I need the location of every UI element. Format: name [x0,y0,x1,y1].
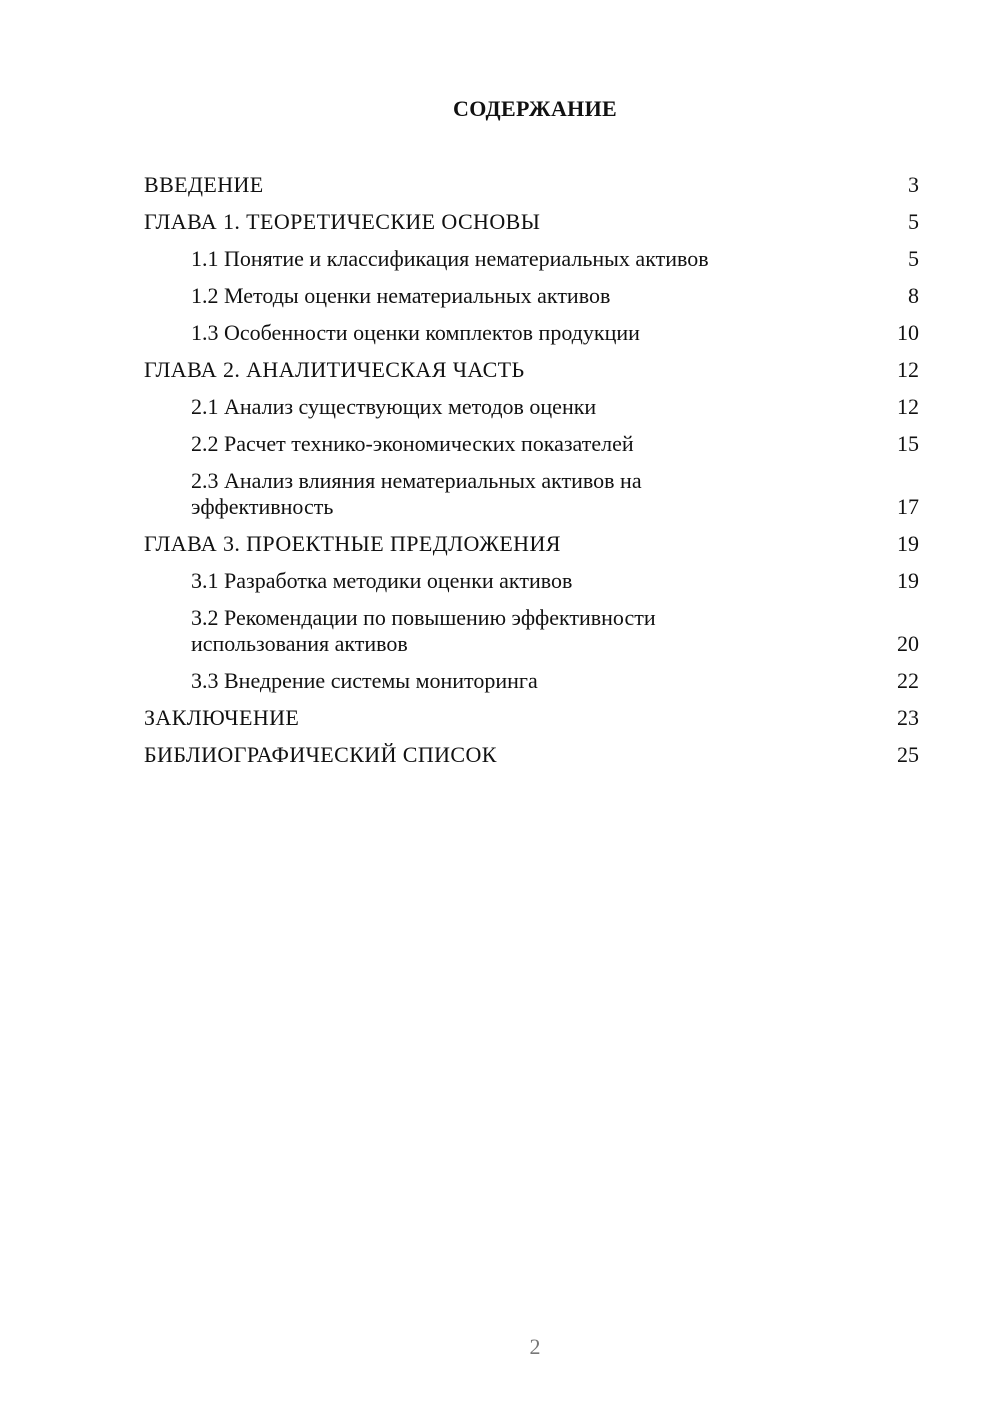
toc-entry-introduction[interactable] [144,170,919,207]
toc-entry-section-1-1[interactable] [144,244,919,281]
toc-entry-section-1-3[interactable] [144,318,919,355]
toc-entry-page: 20 [897,631,919,656]
toc-entry-page: 25 [897,742,919,767]
toc-entry-section-3-1[interactable] [144,566,919,603]
toc-entry-conclusion[interactable] [144,703,919,740]
toc-entry-label: 2.1 Анализ существующих методов оценки [191,394,597,419]
toc-entry-page: 19 [897,531,919,556]
toc-entry-section-2-3[interactable] [144,466,919,529]
toc-entry-page: 17 [897,494,919,519]
toc-entry-section-2-2[interactable] [144,429,919,466]
toc-entry-label: ГЛАВА 2. АНАЛИТИЧЕСКАЯ ЧАСТЬ [144,357,525,382]
page-number: 2 [529,1334,541,1359]
table-of-contents [144,170,919,777]
toc-entry-chapter-1[interactable] [144,207,919,244]
toc-entry-label: 3.2 Рекомендации по повышению эффективности использования активов [191,605,656,656]
toc-entry-label: 1.2 Методы оценки нематериальных активов [191,283,611,308]
toc-entry-label: ГЛАВА 3. ПРОЕКТНЫЕ ПРЕДЛОЖЕНИЯ [144,531,561,556]
toc-entry-page: 22 [897,668,919,693]
toc-entry-label: 2.3 Анализ влияния нематериальных активов на эффективность [191,468,642,519]
toc-entry-label: ВВЕДЕНИЕ [144,172,264,197]
toc-entry-label: 3.1 Разработка методики оценки активов [191,568,573,593]
toc-entry-page: 10 [897,320,919,345]
toc-entry-label: 1.3 Особенности оценки комплектов продукции [191,320,640,345]
toc-entry-page: 5 [908,246,919,271]
toc-entry-section-3-2[interactable] [144,603,919,666]
toc-entry-chapter-2[interactable] [144,355,919,392]
toc-entry-page: 3 [908,172,919,197]
toc-entry-label: 2.2 Расчет технико-экономических показателей [191,431,634,456]
toc-entry-page: 15 [897,431,919,456]
toc-entry-chapter-3[interactable] [144,529,919,566]
toc-entry-section-1-2[interactable] [144,281,919,318]
toc-entry-section-2-1[interactable] [144,392,919,429]
toc-entry-page: 12 [897,394,919,419]
toc-entry-label: 3.3 Внедрение системы мониторинга [191,668,538,693]
toc-entry-section-3-3[interactable] [144,666,919,703]
toc-entry-label: ГЛАВА 1. ТЕОРЕТИЧЕСКИЕ ОСНОВЫ [144,209,541,234]
toc-entry-page: 12 [897,357,919,382]
toc-entry-page: 5 [908,209,919,234]
toc-entry-label: 1.1 Понятие и классификация нематериальных активов [191,246,709,271]
toc-entry-label: БИБЛИОГРАФИЧЕСКИЙ СПИСОК [144,742,497,767]
toc-entry-page: 23 [897,705,919,730]
toc-entry-bibliography[interactable] [144,740,919,777]
toc-entry-label: ЗАКЛЮЧЕНИЕ [144,705,300,730]
toc-heading: СОДЕРЖАНИЕ [453,96,617,121]
toc-entry-page: 19 [897,568,919,593]
toc-entry-page: 8 [908,283,919,308]
